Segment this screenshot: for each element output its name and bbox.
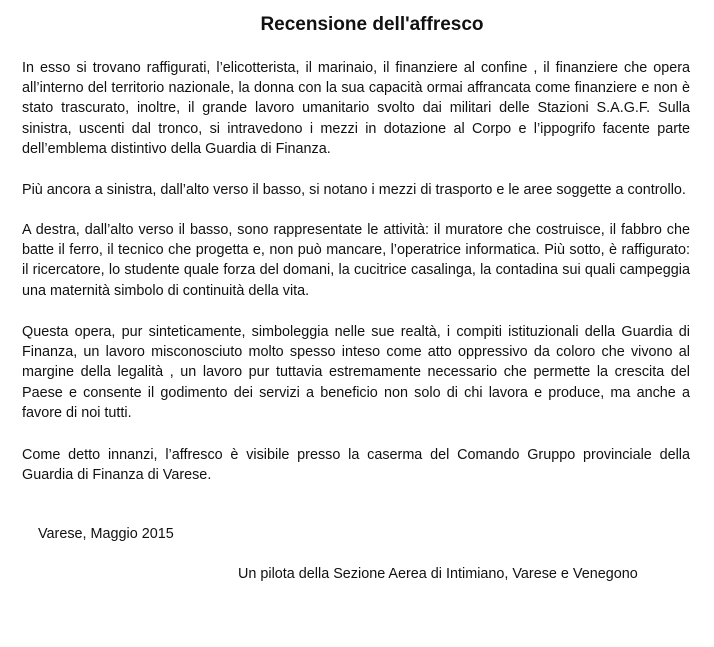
paragraph-left-side: Più ancora a sinistra, dall’alto verso il basso, si notano i mezzi di trasporto e le aree soggette a controllo. [22, 182, 686, 198]
paragraph-right-side: A destra, dall’alto verso il basso, sono rappresentate le attività: il muratore che costruisce, il fabbro che batte il ferro, il tecnico che progetta e, non può mancare, l’operatrice informatica. Più sotto, è raffigurato: il ricercatore, lo studente quale forza del domani, la cucitrice casalinga, la contadina sui quali campeggia una maternità simbolo di continuità della vita. [22, 222, 690, 299]
paragraph-location: Come detto innanzi, l’affresco è visibile presso la caserma del Comando Gruppo provinciale della Guardia di Finanza di Varese. [22, 447, 690, 484]
document-title: Recensione dell'affresco [260, 14, 484, 35]
paragraph-figures: In esso si trovano raffigurati, l’elicotterista, il marinaio, il finanziere al confine , il finanziere che opera all’interno del territorio nazionale, la donna con la sua capacità ormai affrancata come finanziere e non è stato trascurato, inoltre, il grande lavoro umanitario svolto dai militari delle Stazioni S.A.G.F. Sulla sinistra, uscenti dal tronco, si intravedono i mezzi in dotazione al Corpo e l’ippogrifo facente parte dell’emblema distintivo della Guardia di Finanza. [22, 60, 690, 157]
signature-line: Un pilota della Sezione Aerea di Intimiano, Varese e Venegono [238, 566, 638, 582]
paragraph-meaning: Questa opera, pur sinteticamente, simboleggia nelle sue realtà, i compiti istituzionali della Guardia di Finanza, un lavoro misconosciuto molto spesso inteso come atto oppressivo da coloro che vivono al margine della legalità , un lavoro pur tuttavia estremamente necessario che permette la crescita del Paese e consente il godimento dei servizi a beneficio non solo di chi lavora e produce, ma anche a favore di noi tutti. [22, 324, 690, 421]
date-line: Varese, Maggio 2015 [38, 526, 174, 542]
